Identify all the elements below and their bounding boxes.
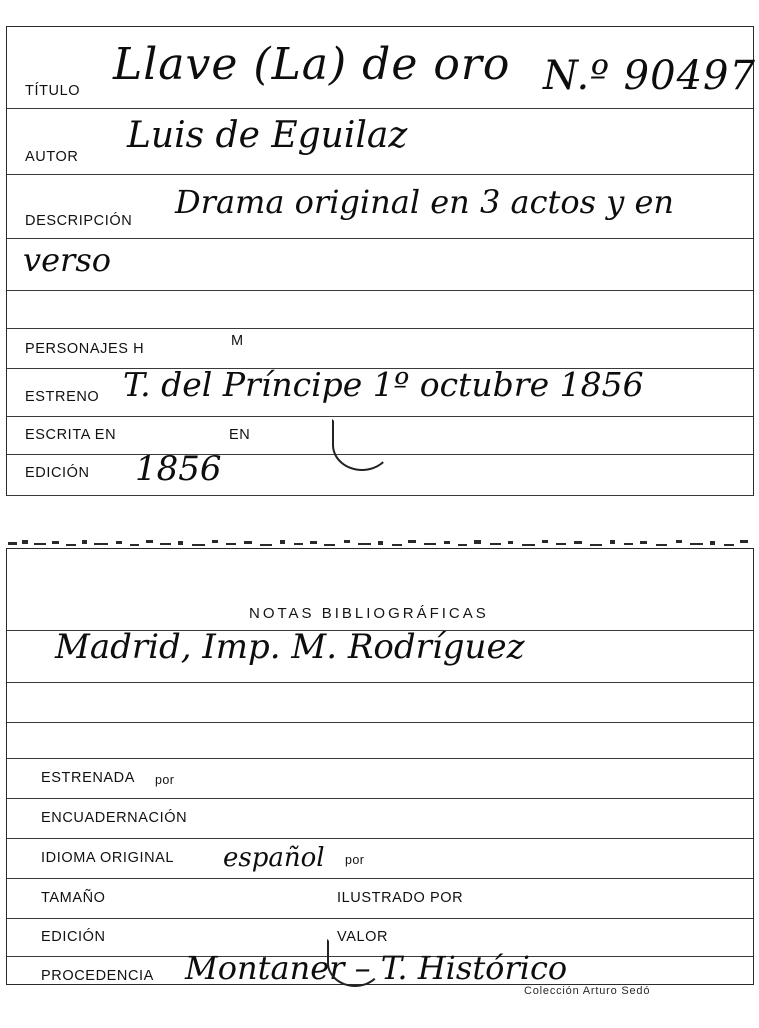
catalog-card-back [6,548,754,985]
label-personajes-h: PERSONAJES H [25,341,145,357]
row-encuadernacion [7,799,753,839]
section-title-notas-bibliograficas: NOTAS BIBLIOGRÁFICAS [249,605,489,622]
label-valor: VALOR [337,929,389,945]
value-descripcion-line1: Drama original en 3 actos y en [175,183,674,221]
label-estreno: ESTRENO [25,389,100,405]
label-escrita-en: ESCRITA EN [25,427,117,443]
label-ilustrado-por: ILUSTRADO POR [337,890,464,906]
row-idioma-original [7,839,753,879]
row-estrenada [7,759,753,799]
label-encuadernacion: ENCUADERNACIÓN [41,810,188,826]
label-personajes-m: M [231,333,244,349]
catalog-card-front [6,26,754,496]
label-edicion-back: EDICIÓN [41,929,106,945]
row-estreno [7,365,753,417]
label-tamano: TAMAÑO [41,890,106,906]
value-descripcion-line2: verso [23,241,111,279]
value-idioma-original: español [223,843,325,873]
value-estreno: T. del Príncipe 1º octubre 1856 [123,365,644,404]
label-idioma-por: por [345,853,365,867]
row-autor [7,109,753,175]
label-estrenada: ESTRENADA [41,770,136,786]
collection-credit: Colección Arturo Sedó [524,985,651,997]
label-titulo: TÍTULO [25,83,81,99]
value-notas-bibliograficas: Madrid, Imp. M. Rodríguez [55,627,525,667]
label-en: EN [229,427,251,443]
label-autor: AUTOR [25,149,79,165]
ink-flourish-bottom [327,939,383,987]
value-record-number: N.º 90497 [543,53,756,99]
row-notas-header [7,549,753,631]
label-edicion: EDICIÓN [25,465,90,481]
row-personajes [7,329,753,369]
value-titulo: Llave (La) de oro [113,39,511,90]
row-notas-value [7,627,753,683]
ink-flourish-top [332,419,392,471]
label-procedencia: PROCEDENCIA [41,968,154,984]
label-estrenada-por: por [155,773,175,787]
value-edicion: 1856 [135,449,222,489]
value-autor: Luis de Eguilaz [127,115,408,156]
row-tamano [7,879,753,919]
row-descripcion [7,175,753,239]
row-blank-1 [7,291,753,329]
card-front-bottom-rule [7,495,753,496]
label-idioma-original: IDIOMA ORIGINAL [41,850,175,866]
row-blank-2 [7,683,753,723]
row-blank-3 [7,723,753,759]
label-descripcion: DESCRIPCIÓN [25,213,133,229]
value-procedencia: Montaner – T. Histórico [185,949,568,987]
row-descripcion-cont [7,239,753,291]
row-titulo [7,27,756,109]
